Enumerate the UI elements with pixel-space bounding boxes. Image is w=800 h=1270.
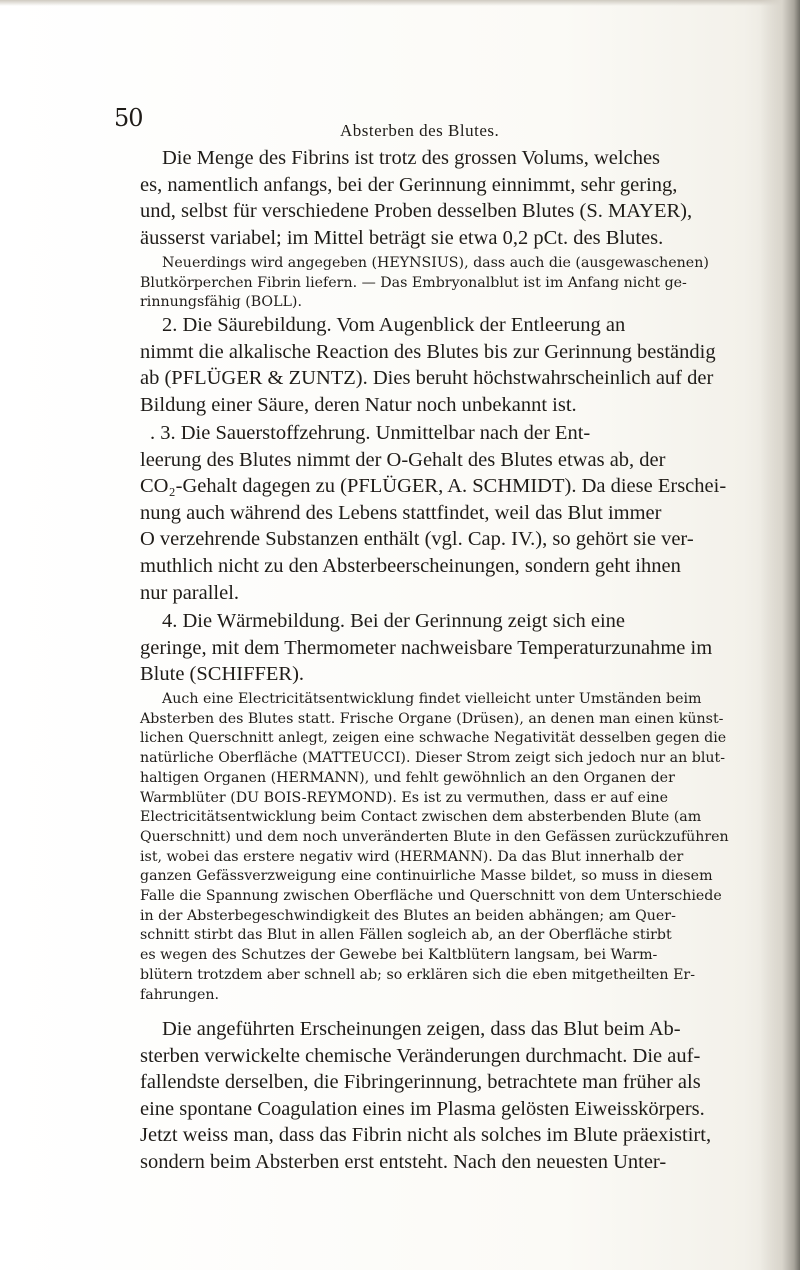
text-line: Die Menge des Fibrins ist trotz des grossen Volums, welches	[162, 147, 661, 169]
text-line: Bildung einer Säure, deren Natur noch unbekannt ist.	[140, 393, 577, 416]
text-line: blütern trotzdem aber schnell ab; so erklären sich die eben mitgetheilten Er-	[140, 966, 696, 983]
section-oxygen-consumption	[140, 420, 756, 606]
page-number: 50	[114, 104, 143, 132]
text-line: ganzen Gefässverzweigung eine continuirliche Masse bildet, so muss in diesem	[140, 868, 713, 885]
text-line: Absterben des Blutes statt. Frische Organe (Drüsen), an denen man einen künst-	[140, 710, 724, 727]
text-line: . 3. Die Sauerstoffzehrung. Unmittelbar nach der Ent-	[150, 422, 591, 444]
text-line: haltigen Organen (HERMANN), und fehlt gewöhnlich an den Organen der	[140, 769, 675, 786]
text-line: es, namentlich anfangs, bei der Gerinnung einnimmt, sehr gering,	[140, 173, 678, 196]
text-line: Die angeführten Erscheinungen zeigen, dass das Blut beim Ab-	[162, 1018, 681, 1040]
text-line: sterben verwickelte chemische Veränderungen durchmacht. Die auf-	[140, 1044, 701, 1067]
text-line: natürliche Oberfläche (MATTEUCCI). Dieser Strom zeigt sich jedoch nur an blut-	[140, 750, 726, 767]
text-line: muthlich nicht zu den Absterbeerscheinungen, sondern geht ihnen	[140, 554, 681, 577]
text-line: nimmt die alkalische Reaction des Blutes bis zur Gerinnung beständig	[140, 340, 716, 363]
text-line: Jetzt weiss man, dass das Fibrin nicht als solches im Blute präexistirt,	[140, 1124, 712, 1147]
text-line: in der Absterbegeschwindigkeit des Blutes an beiden abhängen; am Quer-	[140, 907, 676, 924]
text-line: Blute (SCHIFFER).	[140, 663, 305, 686]
text-line: eine spontane Coagulation eines im Plasma gelösten Eiweisskörpers.	[140, 1097, 705, 1120]
paragraph-fibrin-quantity	[140, 145, 756, 251]
text-line: Warmblüter (DU BOIS-REYMOND). Es ist zu vermuthen, dass er auf eine	[140, 789, 669, 806]
text-line: nung auch während des Lebens stattfindet, weil das Blut immer	[140, 501, 662, 524]
text-line: lichen Querschnitt anlegt, zeigen eine schwache Negativität desselben gegen die	[140, 730, 727, 747]
text-line: Neuerdings wird angegeben (HEYNSIUS), dass auch die (ausgewaschenen)	[162, 255, 709, 271]
text-line: und, selbst für verschiedene Proben desselben Blutes (S. MAYER),	[140, 200, 693, 223]
text-line: leerung des Blutes nimmt der O-Gehalt des Blutes etwas ab, der	[140, 448, 666, 471]
text-line: CO₂-Gehalt dagegen zu (PFLÜGER, A. SCHMIDT). Da diese Erschei-	[140, 475, 727, 498]
text-line: Falle die Spannung zwischen Oberfläche und Querschnitt von dem Unterschiede	[140, 888, 722, 905]
text-line: schnitt stirbt das Blut in allen Fällen sogleich ab, an der Oberfläche stirbt	[140, 927, 672, 944]
text-line: nur parallel.	[140, 581, 240, 604]
text-line: fahrungen.	[140, 986, 220, 1003]
page-right-edge-binding	[760, 0, 800, 1270]
text-line: sondern beim Absterben erst entsteht. Nach den neuesten Unter-	[140, 1150, 667, 1173]
text-line: O verzehrende Substanzen enthält (vgl. Cap. IV.), so gehört sie ver-	[140, 528, 694, 551]
text-line: 2. Die Säurebildung. Vom Augenblick der Entleerung an	[162, 314, 626, 336]
section-heat-formation	[140, 608, 756, 688]
text-line: Blutkörperchen Fibrin liefern. — Das Embryonalblut ist im Anfang nicht ge-	[140, 274, 687, 291]
text-line: fallendste derselben, die Fibringerinnung, betrachtete man früher als	[140, 1071, 701, 1094]
running-head-title: Absterben des Blutes.	[340, 121, 500, 140]
text-line: geringe, mit dem Thermometer nachweisbare Temperaturzunahme im	[140, 636, 713, 659]
section-acid-formation	[140, 312, 756, 418]
text-line: es wegen des Schutzes der Gewebe bei Kaltblütern langsam, bei Warm-	[140, 947, 658, 964]
text-line: Querschnitt) und dem noch unveränderten Blute in den Gefässen zurückzuführen	[140, 828, 729, 845]
note-electricity-development	[140, 690, 756, 1005]
text-line: rinnungsfähig (BOLL).	[140, 294, 302, 311]
text-line: äusserst variabel; im Mittel beträgt sie etwa 0,2 pCt. des Blutes.	[140, 226, 664, 249]
note-embryonal-blood	[140, 254, 756, 313]
text-line: Electricitätsentwicklung beim Contact zwischen dem absterbenden Blute (am	[140, 809, 702, 826]
text-line: Auch eine Electricitätsentwicklung findet vielleicht unter Umständen beim	[162, 691, 702, 707]
paragraph-fibrin-coagulation	[140, 1016, 756, 1176]
text-line: ab (PFLÜGER & ZUNTZ). Dies beruht höchstwahrscheinlich auf der	[140, 367, 714, 390]
text-line: ist, wobei das erstere negativ wird (HERMANN). Da das Blut innerhalb der	[140, 848, 684, 865]
text-line: 4. Die Wärmebildung. Bei der Gerinnung zeigt sich eine	[162, 610, 626, 632]
page-top-shadow	[0, 0, 800, 6]
